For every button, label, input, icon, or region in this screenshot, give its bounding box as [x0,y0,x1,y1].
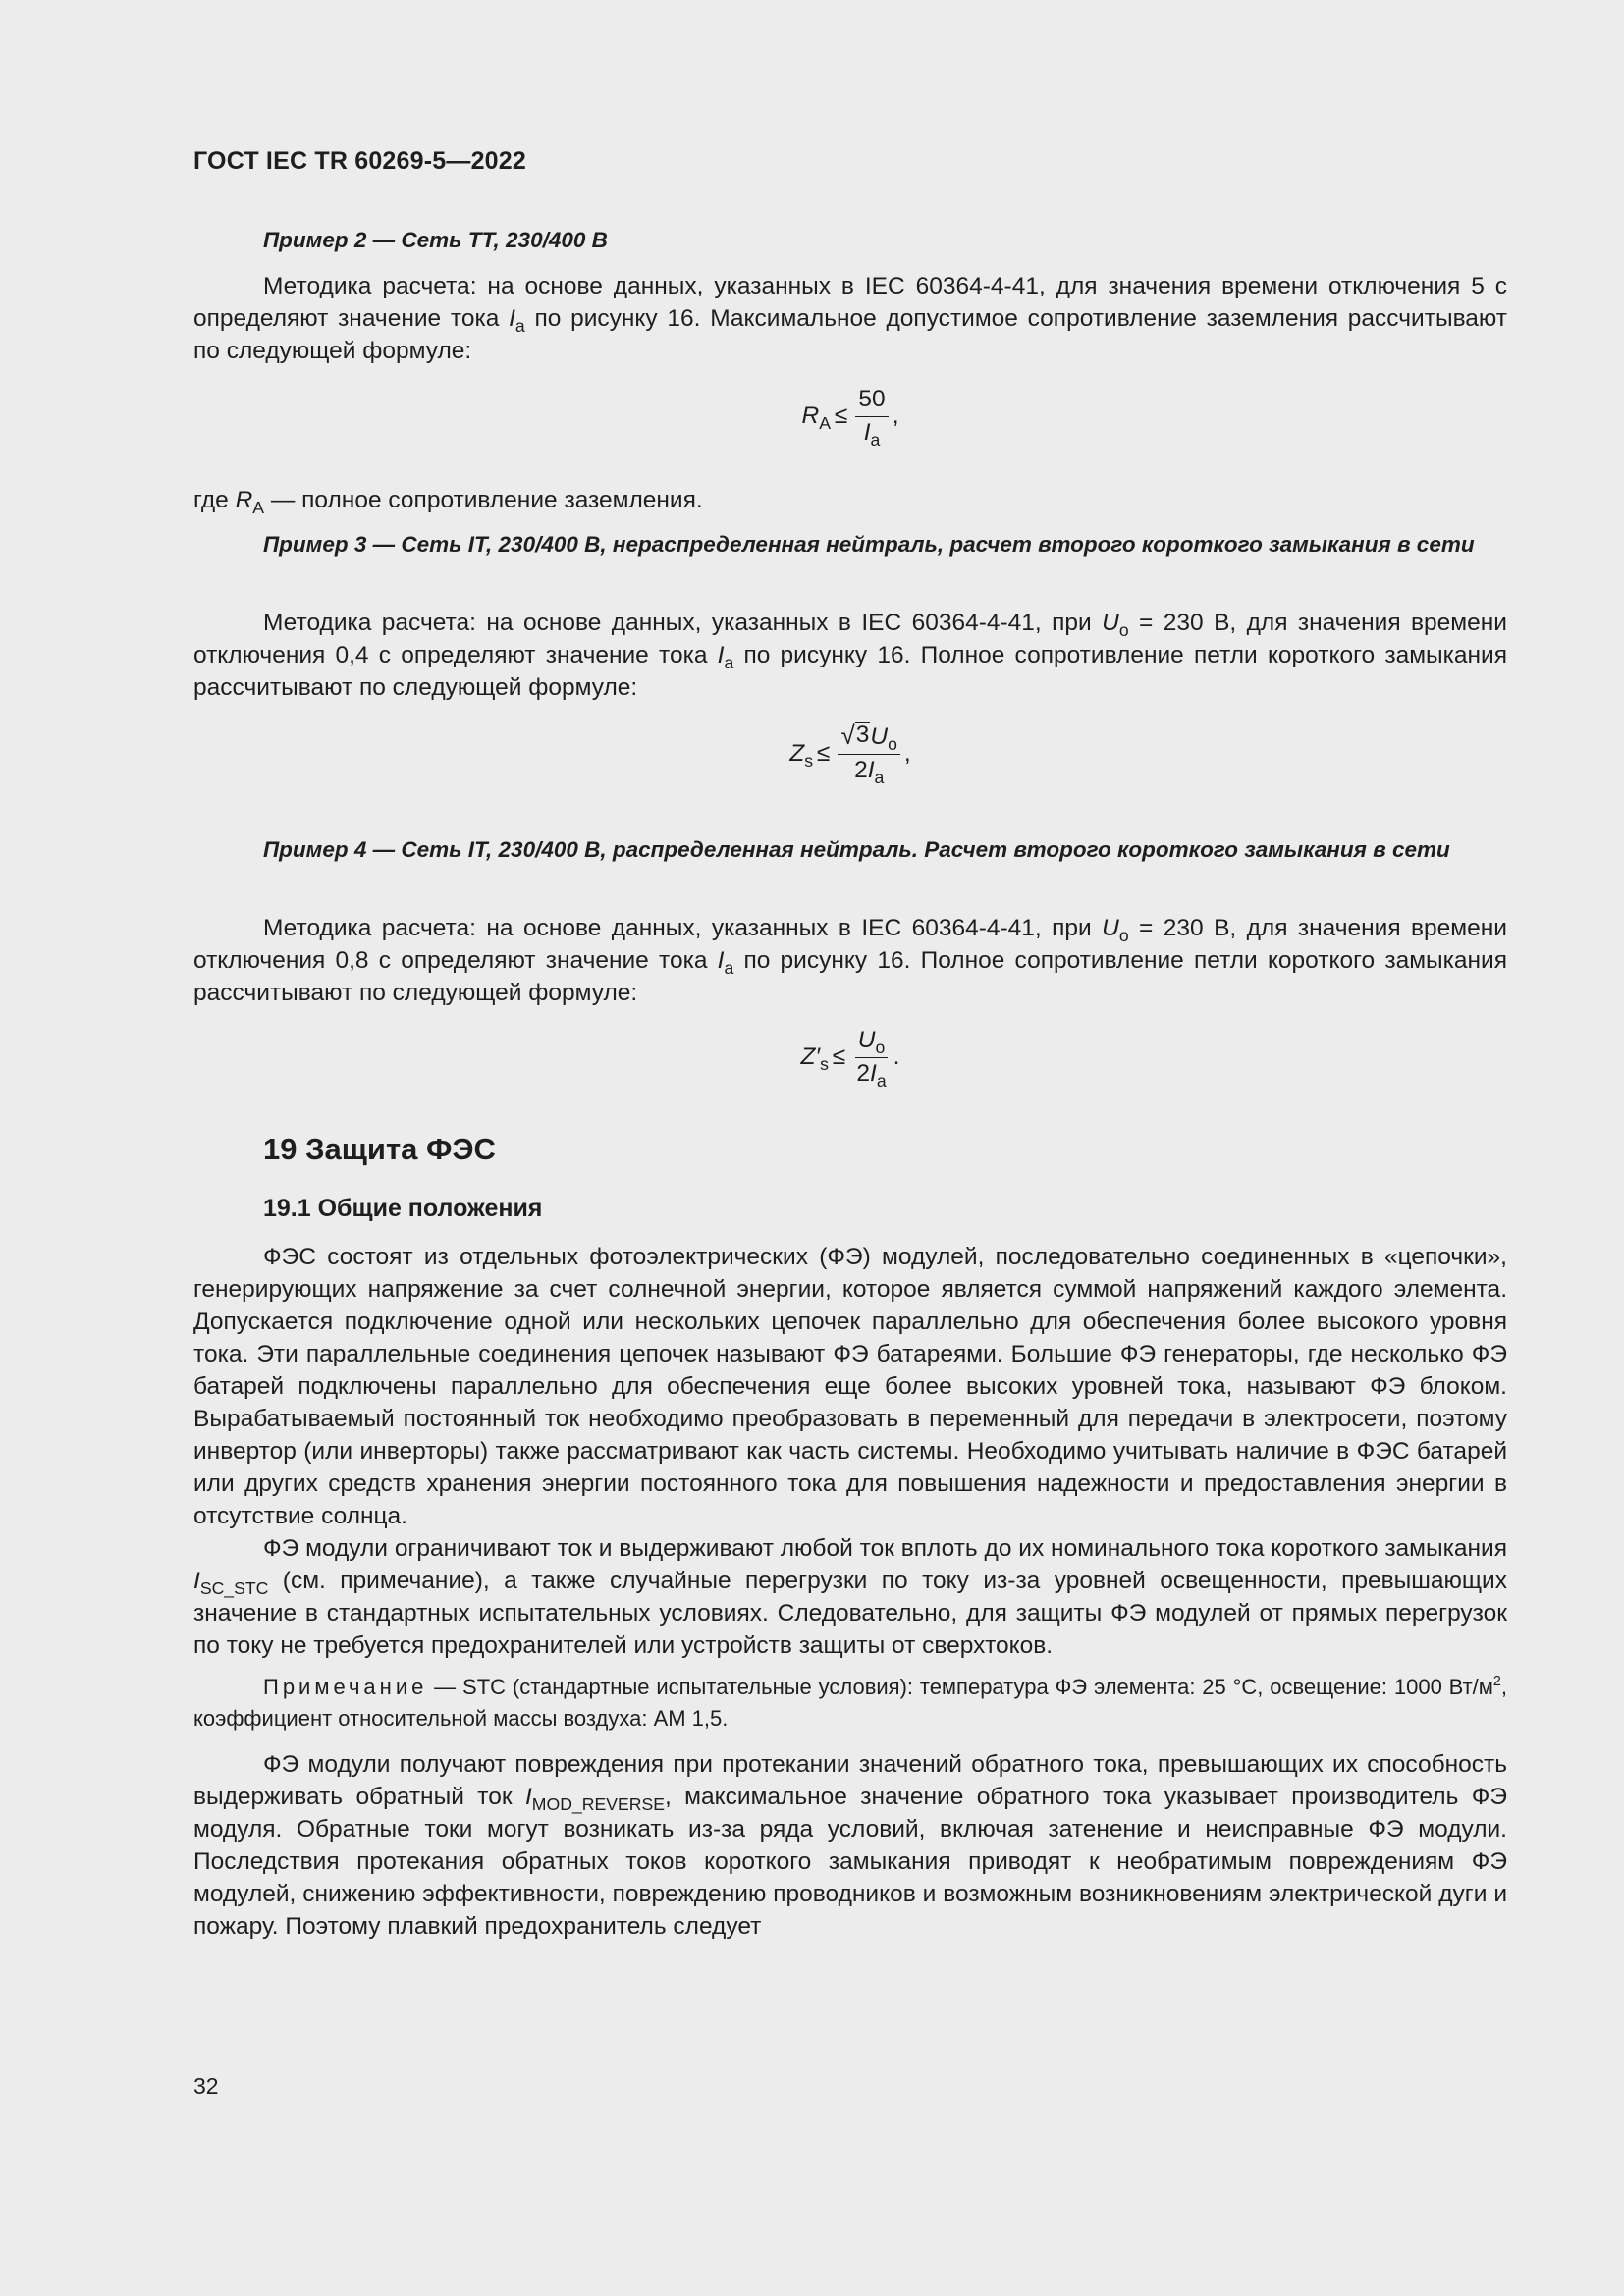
example-3-paragraph-block [193,607,1507,704]
section-19-body [193,1241,1507,1943]
where-definition: где $R_A$ — полное сопротивление заземления. [193,487,703,517]
example-4-paragraph: Методика расчета: на основе данных, указанных в IEC 60364-4-41, при $U_o = 230$ В, для значения времени отключения 0,8 с определяют значение тока $I_a$ по рисунку 16. Полное сопротивление петли короткого замыкания рассчитывают по следующей формуле: [193,915,1508,1006]
example-4-title: Пример 4 — Сеть IT, 230/400 В, распределенная нейтраль. Расчет второго короткого замыкания в сети [263,837,1450,862]
fraction: $\frac{50}{I_a}$ [855,386,888,447]
document-header: ГОСТ IEC TR 60269-5—2022 [193,147,526,175]
example-4-title-block [193,834,1507,865]
example-3-title-block [193,529,1507,560]
fraction: $\frac{U_o}{2I_a}$ [856,1027,887,1091]
square-root: √ 3 [840,721,870,750]
paragraph-reverse-current: ФЭ модули получают повреждения при протекании значений обратного тока, превышающих их способность выдерживать обратный ток $I_{MOD\_REVERSE}$, максимальное значение обратного тока указывает производитель ФЭ модуля. Обратные токи могут возникать из-за ряда условий, включая затенение и неисправные ФЭ модули. Последствия протекания обратных токов короткого замыкания приводят к необратимым повреждениям ФЭ модулей, снижению эффективности, повреждению проводников и возможным возникновениям электрической дуги и пожару. Поэтому плавкий предохранитель следует [193,1751,1507,1940]
example-2-title: Пример 2 — Сеть TT, 230/400 В [263,228,608,252]
example-2-paragraph-block [193,270,1507,367]
example-2-paragraph: Методика расчета: на основе данных, указанных в IEC 60364-4-41, для значения времени отключения 5 с определяют значение тока $I_a$ по рисунку 16. Максимальное допустимое сопротивление заземления рассчитывают по следующей формуле: [193,273,1507,364]
formula-zs-prime: $Z'_s$ ≤ $\frac{U_o}{2I_a}$ . [800,1027,900,1091]
fraction: √ 3 $U_o$ $2I_a$ [838,722,899,784]
section-19-heading-block [193,1132,1507,1167]
example-3-paragraph: Методика расчета: на основе данных, указанных в IEC 60364-4-41, при $U_o = 230$ В, для значения времени отключения 0,4 с определяют значение тока $I_a$ по рисунку 16. Полное сопротивление петли короткого замыкания рассчитывают по следующей формуле: [193,610,1508,701]
note-stc: Примечание — STC (стандартные испытательные условия): температура ФЭ элемента: 25 °С, освещение: 1000 $Вт/м^2$, коэффициент относительной массы воздуха: AM 1,5. [193,1674,1507,1731]
paragraph-module-current-limits: ФЭ модули ограничивают ток и выдерживают любой ток вплоть до их номинального тока короткого замыкания $I_{SC\_STC}$ (см. примечание), а также случайные перегрузки по току из-за уровней освещенности, превышающих значение в стандартных испытательных условиях. Следовательно, для защиты ФЭ модулей от прямых перегрузок по току не требуется предохранителей или устройств защиты от сверхтоков. [193,1535,1507,1659]
subsection-heading: 19.1 Общие положения [263,1195,543,1222]
subsection-19-1-heading-block [193,1195,1507,1223]
example-3-title: Пример 3 — Сеть IT, 230/400 В, нераспределенная нейтраль, расчет второго короткого замыкания в сети [263,532,1475,557]
example-4-paragraph-block [193,912,1507,1009]
paragraph-fes-structure: ФЭС состоят из отдельных фотоэлектрических (ФЭ) модулей, последовательно соединенных в «цепочки», генерирующих напряжение за счет солнечной энергии, которое является суммой напряжений каждого элемента. Допускается подключение одной или нескольких цепочек параллельно для обеспечения более высокого уровня тока. Эти параллельные соединения цепочек называют ФЭ батареями. Большие ФЭ генераторы, где несколько ФЭ батарей подключены параллельно для обеспечения еще более высоких уровней тока, называют ФЭ блоком. Вырабатываемый постоянный ток необходимо преобразовать в переменный для передачи в электросети, поэтому инвертор (или инверторы) также рассматривают как часть системы. Необходимо учитывать наличие в ФЭС батарей или других средств хранения энергии постоянного тока для повышения надежности и предоставления энергии в отсутствие солнца. [193,1244,1507,1529]
section-heading: 19 Защита ФЭС [263,1132,496,1166]
page-number: 32 [193,2073,219,2099]
formula-ra: $R_A$ ≤ $\frac{50}{I_a}$ , [801,386,899,450]
formula-zs: $Z_s$ ≤ √ 3 $U_o$ $2I_a$ , [789,721,911,787]
where-definition-block [193,484,1507,516]
example-2-title-block [193,225,1507,255]
